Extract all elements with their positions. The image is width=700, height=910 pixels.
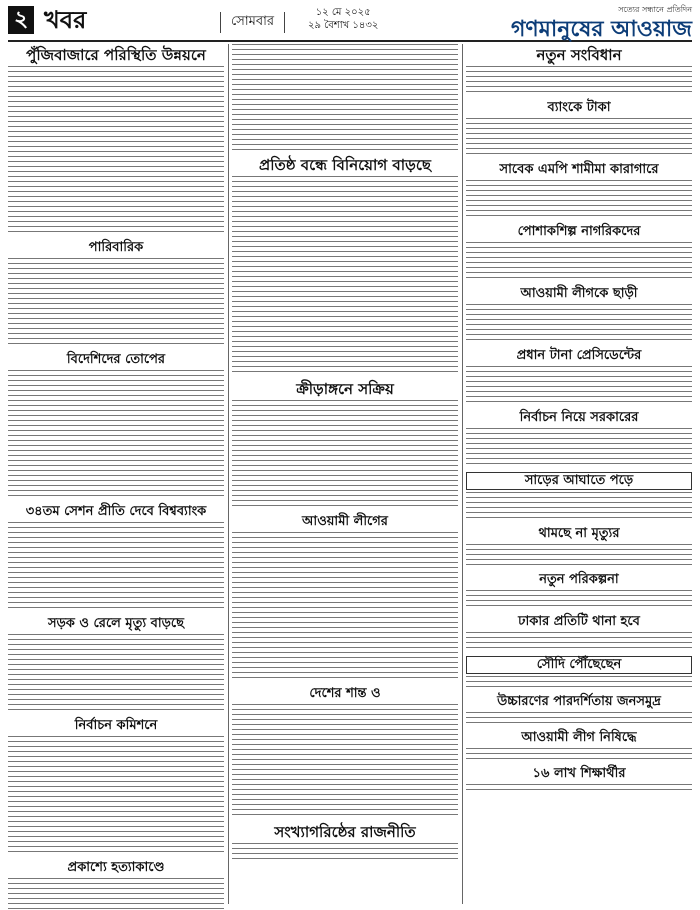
article: [466, 614, 692, 652]
article-body: [466, 784, 692, 794]
column-right: [466, 44, 692, 798]
article: [466, 730, 692, 762]
article: [8, 504, 224, 612]
article-body: [466, 428, 692, 468]
paper-name: গণমানুষের আওয়াজ: [510, 16, 692, 42]
column-rule: [462, 44, 463, 904]
headline: সাবেক এমপি শামীমা কারাগারে: [499, 162, 659, 177]
article: [466, 224, 692, 282]
headline: ৩৪তম সেশন প্রীতি দেবে বিশ্বব্যাংক: [25, 504, 207, 519]
date-bangla: ২৯ বৈশাখ ১৪৩২: [308, 20, 379, 31]
headline: নির্বাচন নিয়ে সরকারের: [519, 410, 639, 425]
article: [466, 472, 692, 522]
article: [232, 686, 458, 819]
article-body: [8, 258, 224, 348]
headline: সংখ্যাগরিষ্ঠের রাজনীতি: [274, 823, 416, 841]
article: [466, 286, 692, 344]
column-left: [8, 44, 224, 910]
headline: নির্বাচন কমিশনে: [74, 718, 158, 733]
paper-brand: [511, 4, 692, 41]
tagline: সত্যের সন্ধানে প্রতিদিন: [618, 5, 692, 14]
article-body: [8, 522, 224, 612]
article-body: [466, 242, 692, 282]
headline: ক্রীড়াঙ্গনে সক্রিয়: [296, 380, 394, 398]
headline: পুঁজিবাজারে পরিস্থিতি উন্নয়নে: [26, 46, 206, 64]
article: [466, 348, 692, 406]
article: [466, 162, 692, 220]
article-body: [466, 66, 692, 96]
article: [232, 156, 458, 376]
article: [466, 526, 692, 568]
article-body: [232, 44, 458, 154]
headline: আওয়ামী লীগের: [302, 514, 388, 529]
article-body: [466, 632, 692, 652]
article-body: [232, 532, 458, 682]
article: [8, 860, 224, 910]
headline: ঢাকার প্রতিটি থানা হবে: [518, 614, 640, 629]
article: [466, 100, 692, 158]
headline: উচ্চারণের পারদর্শিতায় জনসমুদ্র: [497, 694, 661, 709]
article-body: [466, 544, 692, 568]
headline: সড়ক ও রেলে মৃত্যু বাড়ছে: [47, 616, 185, 631]
article-body: [466, 118, 692, 158]
article: [8, 352, 224, 500]
date-english: ১২ মে ২০২৫: [315, 7, 371, 18]
article: [232, 380, 458, 510]
article-body: [466, 748, 692, 762]
headline: আওয়ামী লীগকে ছাড়ী: [520, 286, 638, 301]
headline: নতুন পরিকল্পনা: [539, 572, 619, 587]
column-middle: [232, 44, 458, 867]
article: [466, 766, 692, 794]
article-body: [8, 370, 224, 500]
headline: দেশের শান্ত ও: [309, 686, 381, 701]
article-body: [232, 843, 458, 863]
headline: সৌদি পৌঁছেছেন: [466, 656, 692, 674]
article: [8, 616, 224, 714]
weekday: সোমবার: [220, 12, 285, 33]
headline: পোশাকশিল্প নাগরিকদের: [517, 224, 641, 239]
article-body: [232, 176, 458, 376]
headline: বিদেশিদের তোপের: [66, 352, 166, 367]
article-body: [466, 304, 692, 344]
page-number: ২: [8, 6, 34, 34]
headline: প্রধান টানা প্রেসিডেন্টের: [516, 348, 642, 363]
dates: [308, 6, 378, 32]
headline: পারিবারিক: [88, 240, 144, 255]
article: [8, 46, 224, 236]
article-body: [466, 590, 692, 610]
article-body: [8, 634, 224, 714]
article-body: [232, 704, 458, 819]
headline: প্রকাশ্যে হত্যাকাণ্ডে: [67, 860, 165, 875]
headline: আওয়ামী লীগ নিষিদ্ধে: [521, 730, 637, 745]
article: [466, 46, 692, 96]
article-body: [466, 366, 692, 406]
article-body: [466, 676, 692, 690]
article: [466, 656, 692, 690]
article: [8, 718, 224, 856]
article: [466, 410, 692, 468]
headline: সাড়ের আঘাতে পড়ে: [466, 472, 692, 490]
article-body: [8, 736, 224, 856]
article: [8, 240, 224, 348]
article: [232, 514, 458, 682]
column-rule: [228, 44, 229, 904]
article-body: [466, 492, 692, 522]
headline: থামছে না মৃত্যুর: [538, 526, 620, 541]
headline: প্রতিষ্ঠ বন্ধে বিনিয়োগ বাড়ছে: [259, 156, 431, 174]
masthead: [8, 4, 692, 42]
article: [466, 694, 692, 726]
article-body: [466, 180, 692, 220]
headline: ১৬ লাখ শিক্ষার্থীর: [532, 766, 626, 781]
article-body: [8, 66, 224, 236]
article-body: [8, 878, 224, 910]
headline: নতুন সংবিধান: [536, 46, 622, 64]
article-body: [232, 400, 458, 510]
section-title: খবর: [44, 6, 87, 34]
headline: ব্যাংকে টাকা: [547, 100, 611, 115]
article: [466, 572, 692, 610]
article: [232, 823, 458, 863]
article-body: [466, 712, 692, 726]
